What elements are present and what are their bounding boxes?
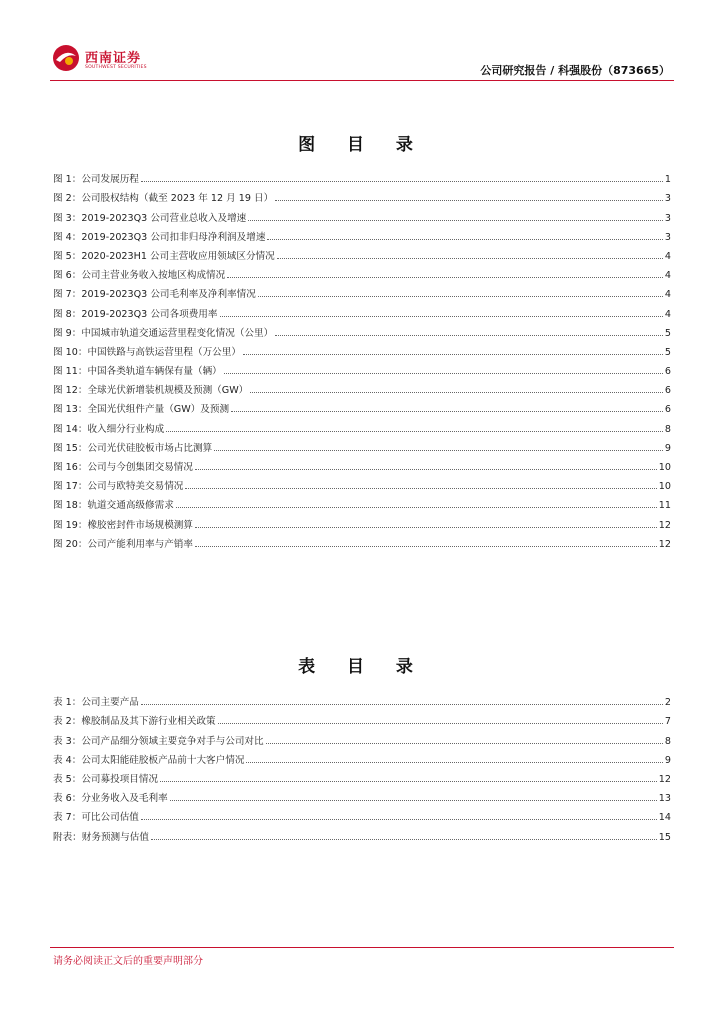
toc-leader-dots (195, 527, 657, 528)
toc-entry-page[interactable]: 10 (658, 462, 671, 473)
toc-entry[interactable] (53, 281, 671, 300)
toc-leader-dots (218, 723, 663, 724)
toc-entry-page[interactable]: 11 (658, 500, 671, 512)
toc-entry-page[interactable]: 2 (664, 697, 671, 709)
toc-entry-label[interactable]: 图 1：公司发展历程 (53, 174, 139, 186)
toc-entry-label[interactable]: 表 5：公司募投项目情况 (53, 773, 159, 785)
toc-entry-label[interactable]: 图 19：橡胶密封件市场规模测算 (53, 519, 193, 531)
toc-entry-label[interactable]: 表 4：公司太阳能硅胶板产品前十大客户情况 (53, 754, 245, 766)
toc-entry-label[interactable]: 图 4：2019-2023Q3 公司扣非归母净利润及增速 (53, 231, 266, 243)
toc-entry[interactable] (53, 708, 671, 727)
toc-entry-page[interactable]: 14 (658, 812, 671, 824)
toc-leader-dots (220, 316, 663, 317)
toc-entry[interactable] (53, 511, 671, 530)
toc-leader-dots (141, 181, 663, 182)
toc-entry-page[interactable]: 8 (664, 735, 671, 747)
toc-leader-dots (267, 239, 662, 240)
toc-leader-dots (246, 762, 662, 763)
toc-leader-dots (227, 277, 663, 278)
toc-entry[interactable] (53, 785, 671, 804)
toc-entry-label[interactable]: 附表：财务预测与估值 (53, 831, 149, 843)
tables-toc-list (53, 689, 671, 843)
toc-entry-label[interactable]: 图 10：中国铁路与高铁运营里程（万公里） (53, 346, 241, 358)
toc-entry-page[interactable]: 6 (664, 404, 671, 416)
toc-entry-label[interactable]: 图 8：2019-2023Q3 公司各项费用率 (53, 308, 218, 320)
toc-entry-page[interactable]: 12 (658, 519, 671, 531)
toc-leader-dots (224, 373, 663, 374)
toc-entry-page[interactable]: 12 (658, 538, 671, 550)
toc-leader-dots (275, 335, 663, 336)
logo-text-en: SOUTHWEST SECURITIES (85, 65, 147, 70)
toc-leader-dots (166, 431, 663, 432)
toc-entry-label[interactable]: 图 14：收入细分行业构成 (53, 423, 165, 435)
toc-leader-dots (195, 469, 657, 470)
toc-entry-label[interactable]: 图 5：2020-2023H1 公司主营收应用领域区分情况 (53, 250, 275, 262)
toc-entry-label[interactable]: 表 1：公司主要产品 (53, 697, 139, 709)
toc-entry-label[interactable]: 图 3：2019-2023Q3 公司营业总收入及增速 (53, 212, 247, 224)
toc-entry[interactable] (53, 224, 671, 243)
toc-entry-page[interactable]: 4 (664, 308, 671, 320)
toc-entry-page[interactable]: 12 (658, 773, 671, 785)
toc-leader-dots (266, 743, 663, 744)
toc-entry-page[interactable]: 10 (658, 481, 671, 493)
header-divider (50, 80, 674, 81)
toc-leader-dots (160, 781, 657, 782)
toc-entry[interactable] (53, 747, 671, 766)
toc-entry-label[interactable]: 图 13：全国光伏组件产量（GW）及预测 (53, 404, 230, 416)
toc-entry[interactable] (53, 396, 671, 415)
toc-leader-dots (170, 800, 657, 801)
toc-entry[interactable] (53, 435, 671, 454)
toc-entry-label[interactable]: 图 17：公司与欧特美交易情况 (53, 481, 184, 493)
toc-entry-page[interactable]: 5 (664, 327, 671, 339)
toc-leader-dots (277, 258, 663, 259)
toc-leader-dots (243, 354, 663, 355)
toc-entry[interactable] (53, 823, 671, 842)
toc-entry[interactable] (53, 727, 671, 746)
toc-entry-page[interactable]: 7 (664, 716, 671, 728)
figures-toc-list (53, 166, 671, 550)
toc-entry[interactable] (53, 415, 671, 434)
toc-entry-label[interactable]: 图 16：公司与今创集团交易情况 (53, 462, 193, 473)
toc-entry-page[interactable]: 3 (664, 212, 671, 224)
toc-leader-dots (176, 507, 657, 508)
toc-entry[interactable] (53, 204, 671, 223)
toc-entry-label[interactable]: 图 18：轨道交通高级修需求 (53, 500, 174, 512)
toc-entry-page[interactable]: 1 (664, 174, 671, 186)
toc-leader-dots (141, 819, 657, 820)
toc-leader-dots (151, 839, 657, 840)
toc-entry[interactable] (53, 766, 671, 785)
toc-entry-page[interactable]: 8 (664, 423, 671, 435)
toc-entry[interactable] (53, 473, 671, 492)
toc-entry-page[interactable]: 9 (664, 442, 671, 454)
toc-entry-label[interactable]: 图 11：中国各类轨道车辆保有量（辆） (53, 366, 222, 378)
toc-entry[interactable] (53, 339, 671, 358)
toc-entry[interactable] (53, 300, 671, 319)
report-info: 公司研究报告 / 科强股份（873665） (480, 64, 670, 77)
toc-entry-page[interactable]: 13 (658, 793, 671, 805)
toc-entry-page[interactable]: 3 (664, 193, 671, 205)
toc-entry[interactable] (53, 492, 671, 511)
toc-entry-page[interactable]: 4 (664, 250, 671, 262)
toc-leader-dots (195, 546, 657, 547)
footer-disclaimer: 请务必阅读正文后的重要声明部分 (53, 956, 203, 967)
toc-entry-page[interactable]: 4 (664, 270, 671, 282)
toc-leader-dots (258, 296, 663, 297)
toc-entry-page[interactable]: 15 (658, 831, 671, 843)
toc-entry[interactable] (53, 185, 671, 204)
toc-entry-page[interactable]: 6 (664, 385, 671, 397)
toc-entry-page[interactable]: 5 (664, 346, 671, 358)
figures-toc-title: 图 目 录 (298, 135, 426, 155)
toc-entry[interactable] (53, 320, 671, 339)
toc-entry-label[interactable]: 图 7：2019-2023Q3 公司毛利率及净利率情况 (53, 289, 256, 301)
toc-leader-dots (275, 200, 663, 201)
toc-entry-page[interactable]: 3 (664, 231, 671, 243)
toc-entry[interactable] (53, 804, 671, 823)
logo-emblem-icon (52, 44, 80, 72)
toc-leader-dots (141, 704, 663, 705)
toc-entry[interactable] (53, 166, 671, 185)
toc-leader-dots (250, 392, 663, 393)
toc-entry-page[interactable]: 9 (664, 754, 671, 766)
toc-entry-label[interactable]: 图 20：公司产能利用率与产销率 (53, 538, 193, 550)
toc-entry-label[interactable]: 图 9：中国城市轨道交通运营里程变化情况（公里） (53, 327, 274, 339)
toc-entry[interactable] (53, 377, 671, 396)
toc-leader-dots (214, 450, 663, 451)
toc-entry-page[interactable]: 4 (664, 289, 671, 301)
toc-entry-label[interactable]: 图 2：公司股权结构（截至 2023 年 12 月 19 日） (53, 193, 274, 205)
toc-entry-label[interactable]: 表 6：分业务收入及毛利率 (53, 793, 168, 805)
toc-entry[interactable] (53, 454, 671, 473)
toc-entry[interactable] (53, 689, 671, 708)
toc-entry[interactable] (53, 262, 671, 281)
toc-leader-dots (185, 488, 656, 489)
toc-leader-dots (231, 411, 663, 412)
toc-entry-label[interactable]: 表 7：可比公司估值 (53, 812, 139, 824)
page-header (0, 0, 724, 90)
footer-divider (50, 947, 674, 948)
toc-entry-label[interactable]: 表 3：公司产品细分领域主要竞争对手与公司对比 (53, 735, 264, 747)
toc-entry-label[interactable]: 图 15：公司光伏硅胶板市场占比测算 (53, 442, 213, 454)
toc-entry[interactable] (53, 243, 671, 262)
tables-toc-title: 表 目 录 (298, 657, 426, 677)
toc-entry-label[interactable]: 表 2：橡胶制品及其下游行业相关政策 (53, 716, 216, 728)
logo-text-cn: 西南证券 (85, 51, 142, 66)
toc-leader-dots (248, 220, 663, 221)
company-logo (52, 44, 172, 74)
toc-entry[interactable] (53, 531, 671, 550)
toc-entry-page[interactable]: 6 (664, 366, 671, 378)
toc-entry[interactable] (53, 358, 671, 377)
toc-entry-label[interactable]: 图 12：全球光伏新增装机规模及预测（GW） (53, 385, 249, 397)
toc-entry-label[interactable]: 图 6：公司主营业务收入按地区构成情况 (53, 270, 226, 282)
